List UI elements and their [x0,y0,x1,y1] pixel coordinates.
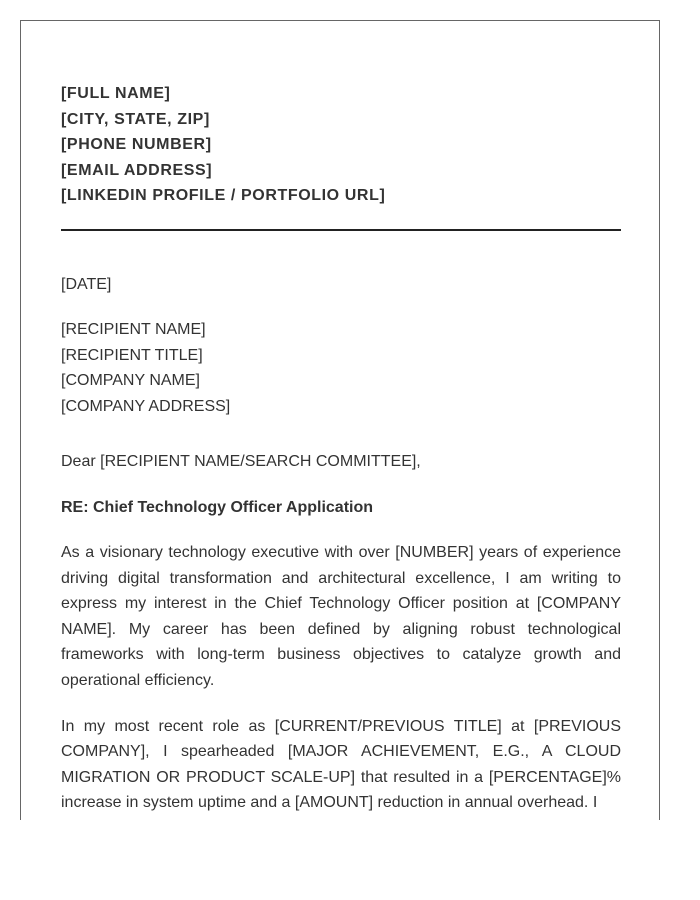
subject-line: RE: Chief Technology Officer Application [61,498,374,516]
header-divider [61,229,621,231]
sender-header [61,81,621,209]
salutation: Dear [RECIPIENT NAME/SEARCH COMMITTEE], [61,453,421,470]
recipient-address: [COMPANY ADDRESS] [61,397,231,415]
sender-city-state-zip: [CITY, STATE, ZIP] [61,110,210,128]
body-paragraph-2: In my most recent role as [CURRENT/PREVIOUS TITLE] at [PREVIOUS COMPANY], I spearheaded [MAJOR ACHIEVEMENT, E.G., A CLOUD MIGRATION OR PRODUCT SCALE-UP] that resulted in a [PERCENTAGE]% increase in system uptime and a [AMOUNT] reduction in annual overhead. I [61,717,621,812]
letter-date: [DATE] [61,275,112,293]
recipient-block [61,317,621,419]
recipient-name: [RECIPIENT NAME] [61,321,206,338]
sender-phone: [PHONE NUMBER] [61,136,212,153]
body-paragraph-1: As a visionary technology executive with over [NUMBER] years of experience driving digital transformation and architectural excellence, I am writing to express my interest in the Chief Technology Officer position at [COMPANY NAME]. My career has been defined by aligning robust technological frameworks with long-term business objectives to catalyze growth and operational efficiency. [61,544,621,689]
sender-email: [EMAIL ADDRESS] [61,161,213,179]
recipient-company: [COMPANY NAME] [61,372,200,389]
sender-linkedin: [LINKEDIN PROFILE / PORTFOLIO URL] [61,187,386,204]
letter-content [61,81,621,816]
recipient-title: [RECIPIENT TITLE] [61,346,203,364]
sender-full-name: [FULL NAME] [61,85,171,102]
letter-page [20,20,660,820]
